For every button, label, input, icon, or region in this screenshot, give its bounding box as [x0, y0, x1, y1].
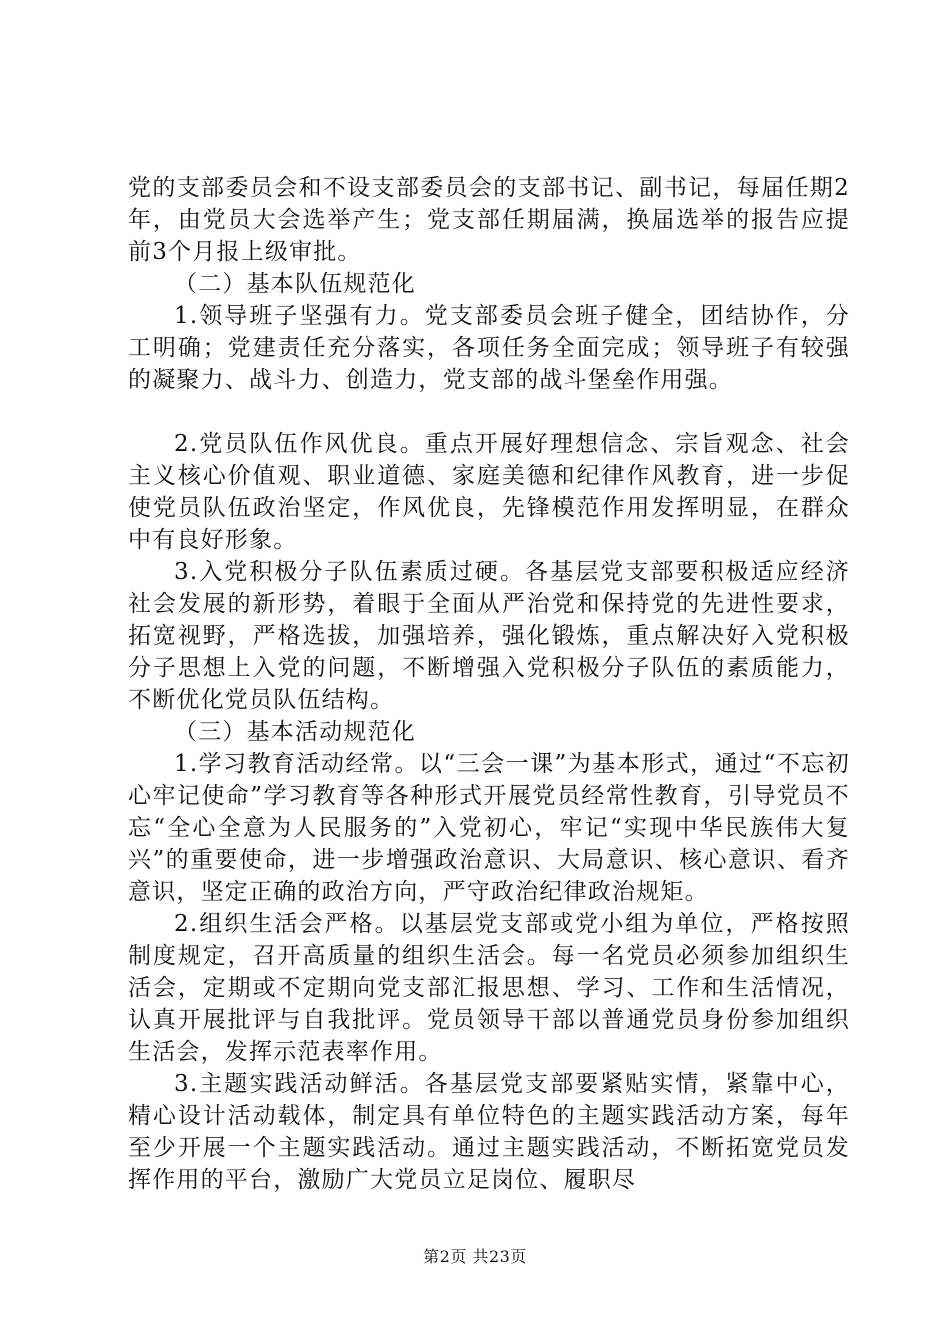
section-heading-basic-activities: （三）基本活动规范化	[174, 719, 416, 745]
document-body	[128, 172, 850, 1196]
paragraph-study-education: 1.学习教育活动经常。以“三会一课”为基本形式，通过“不忘初心牢记使命”学习教育等各种形式开展党员经常性教育，引导党员不忘“全心全意为人民服务的”入党初心，牢记“实现中华民族伟大复兴”的重要使命，进一步增强政治意识、大局意识、核心意识、看齐意识，坚定正确的政治方向，严守政治纪律政治规矩。	[128, 751, 850, 905]
paragraph-term-of-office: 党的支部委员会和不设支部委员会的支部书记、副书记，每届任期2年，由党员大会选举产生；党支部任期届满，换届选举的报告应提前3个月报上级审批。	[128, 175, 850, 265]
paragraph-party-members: 2.党员队伍作风优良。重点开展好理想信念、宗旨观念、社会主义核心价值观、职业道德、家庭美德和纪律作风教育，进一步促使党员队伍政治坚定，作风优良，先锋模范作用发挥明显，在群众中有良好形象。	[128, 431, 850, 553]
paragraph-leadership: 1.领导班子坚强有力。党支部委员会班子健全，团结协作，分工明确；党建责任充分落实，各项任务全面完成；领导班子有较强的凝聚力、战斗力、创造力，党支部的战斗堡垒作用强。	[128, 303, 850, 393]
paragraph-organizational-life: 2.组织生活会严格。以基层党支部或党小组为单位，严格按照制度规定，召开高质量的组织生活会。每一名党员必须参加组织生活会，定期或不定期向党支部汇报思想、学习、工作和生活情况，认真开展批评与自我批评。党员领导干部以普通党员身份参加组织生活会，发挥示范表率作用。	[128, 911, 850, 1065]
paragraph-theme-practice: 3.主题实践活动鲜活。各基层党支部要紧贴实情，紧靠中心，精心设计活动载体，制定具有单位特色的主题实践活动方案，每年至少开展一个主题实践活动。通过主题实践活动，不断拓宽党员发挥作用的平台，激励广大党员立足岗位、履职尽	[128, 1071, 850, 1193]
paragraph-activists: 3.入党积极分子队伍素质过硬。各基层党支部要积极适应经济社会发展的新形势，着眼于全面从严治党和保持党的先进性要求，拓宽视野，严格选拔，加强培养，强化锻炼，重点解决好入党积极分子思想上入党的问题，不断增强入党积极分子队伍的素质能力，不断优化党员队伍结构。	[128, 559, 850, 713]
paragraph-spacer	[128, 396, 850, 428]
section-heading-basic-team: （二）基本队伍规范化	[174, 271, 416, 297]
page-number-footer: 第2页 共23页	[423, 1247, 527, 1266]
